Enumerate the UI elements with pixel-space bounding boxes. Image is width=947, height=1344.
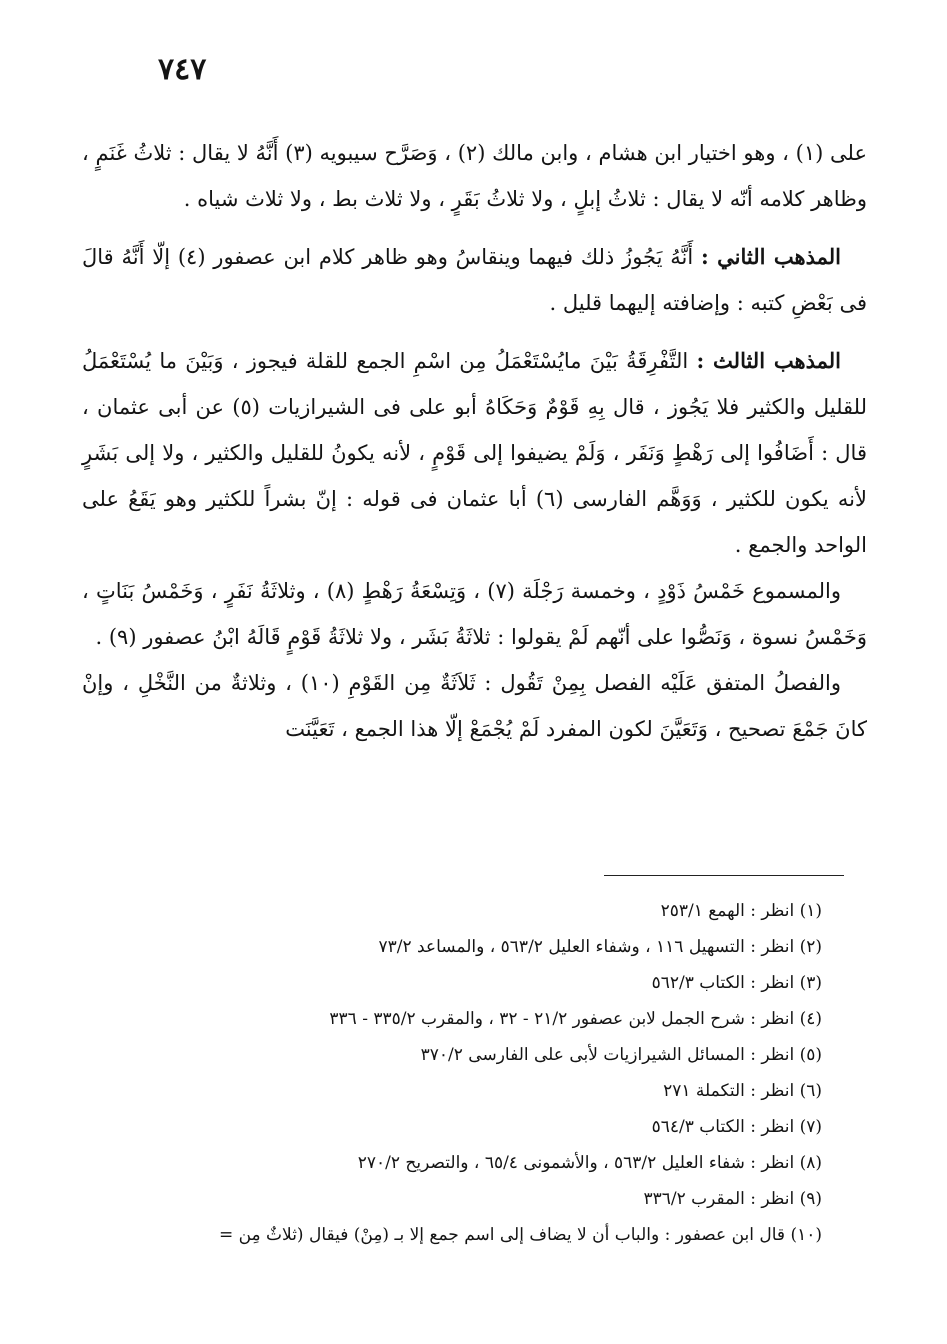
footnote-4: (٤) انظر : شرح الجمل لابن عصفور ٢١/٢ - ٣٢ ، والمقرب ٣٣٥/٢ - ٣٣٦ <box>329 1009 822 1029</box>
footnote-2: (٢) انظر : التسهيل ١١٦ ، وشفاء العليل ٥٦٣/٢ ، والمساعد ٧٣/٢ <box>378 937 822 957</box>
footnote-3: (٣) انظر : الكتاب ٥٦٢/٣ <box>651 973 822 993</box>
paragraph-2 <box>82 234 867 326</box>
footnote-7: (٧) انظر : الكتاب ٥٦٤/٣ <box>651 1117 822 1137</box>
paragraph-5: والفصلُ المتفق عَلَيْه الفصل بِمِنْ تَقُول : ثَلاَثَةٌ مِن القَوْمِ (١٠) ، وثلاثةٌ من النَّخْلِ ، وإنْ كانَ جَمْعَ تصحيح ، وَتَعَيَّنَ لكون المفرد لَمْ يُجْمَعْ إلّا هذا الجمع ، تَعَيَّنَت <box>82 671 867 741</box>
footnote-separator <box>604 875 844 876</box>
page-number: ٧٤٧ <box>158 52 207 87</box>
paragraph-3-text: التَّفْرِقَةُ بَيْنَ مايُسْتَعْمَلُ مِن اسْمِ الجمع للقلة فيجوز ، وَبَيْنَ ما يُسْتَعْمَلُ للقليل والكثير فلا يَجُوز ، قال بِهِ قَوْمٌ وَحَكَاهُ أبو على فى الشيرازيات (٥) عن أبى عثمان ، قال : أَضَافُوا إلى رَهْطٍ وَنَفَر ، وَلَمْ يضيفوا إلى قَوْمٍ ، لأنه يكونُ للقليل والكثير ، ولا إلى بَشَرٍ لأنه يكون للكثير ، وَوَهَّم الفارسى (٦) أبا عثمان فى قوله : إنّ بشراً للكثير وهو يَقَعُ على الواحد والجمع . <box>82 349 867 557</box>
footnote-5: (٥) انظر : المسائل الشيرازيات لأبى على الفارسى ٣٧٠/٢ <box>420 1045 822 1065</box>
main-text <box>82 130 867 752</box>
paragraph-4: والمسموع خَمْسُ ذَوْدٍ ، وخمسة رَجْلَة (٧) ، وَتِسْعَةُ رَهْطٍ (٨) ، وثلاثَةُ نَفَرٍ ، وَخَمْسُ بَنَاتٍ ، وَخَمْسُ نسوة ، وَنَصُّوا على أنّهم لَمْ يقولوا : ثلاثَةُ بَشَر ، ولا ثلاثَةُ قَوْمٍ قَالَهُ ابْنُ عصفور (٩) . <box>82 579 867 649</box>
footnotes <box>82 893 822 1253</box>
paragraph-3-heading: المذهب الثالث : <box>696 348 842 373</box>
footnote-6: (٦) انظر : التكملة ٢٧١ <box>663 1081 822 1101</box>
paragraph-1: على (١) ، وهو اختيار ابن هشام ، وابن مالك (٢) ، وَصَرَّح سيبويه (٣) أَنَّهُ لا يقال : ثلاثُ غَنَمٍ ، وظاهر كلامه أنّه لا يقال : ثلاثُ إبلٍ ، ولا ثلاثُ بَقَرٍ ، ولا ثلاث بط ، ولا ثلاث شياه . <box>82 141 867 211</box>
footnote-10: (١٠) قال ابن عصفور : والباب أن لا يضاف إلى اسم جمع إلا بـ (مِنْ) فيقال (ثلاثٌ مِن = <box>218 1225 822 1245</box>
paragraph-2-text: أَنَّهُ يَجُوزُ ذلك فيهما وينقاسُ وهو ظاهر كلام ابن عصفور (٤) إلّا أَنَّهُ قالَ فى بَعْضِ كتبه : وإضافته إليهما قليل . <box>82 245 867 315</box>
paragraph-2-heading: المذهب الثاني : <box>700 244 842 269</box>
footnote-8: (٨) انظر : شفاء العليل ٥٦٣/٢ ، والأشمونى ٦٥/٤ ، والتصريح ٢٧٠/٢ <box>357 1153 822 1173</box>
footnote-1: (١) انظر : الهمع ٢٥٣/١ <box>660 901 822 921</box>
paragraph-3 <box>82 338 867 568</box>
footnote-9: (٩) انظر : المقرب ٣٣٦/٢ <box>643 1189 822 1209</box>
